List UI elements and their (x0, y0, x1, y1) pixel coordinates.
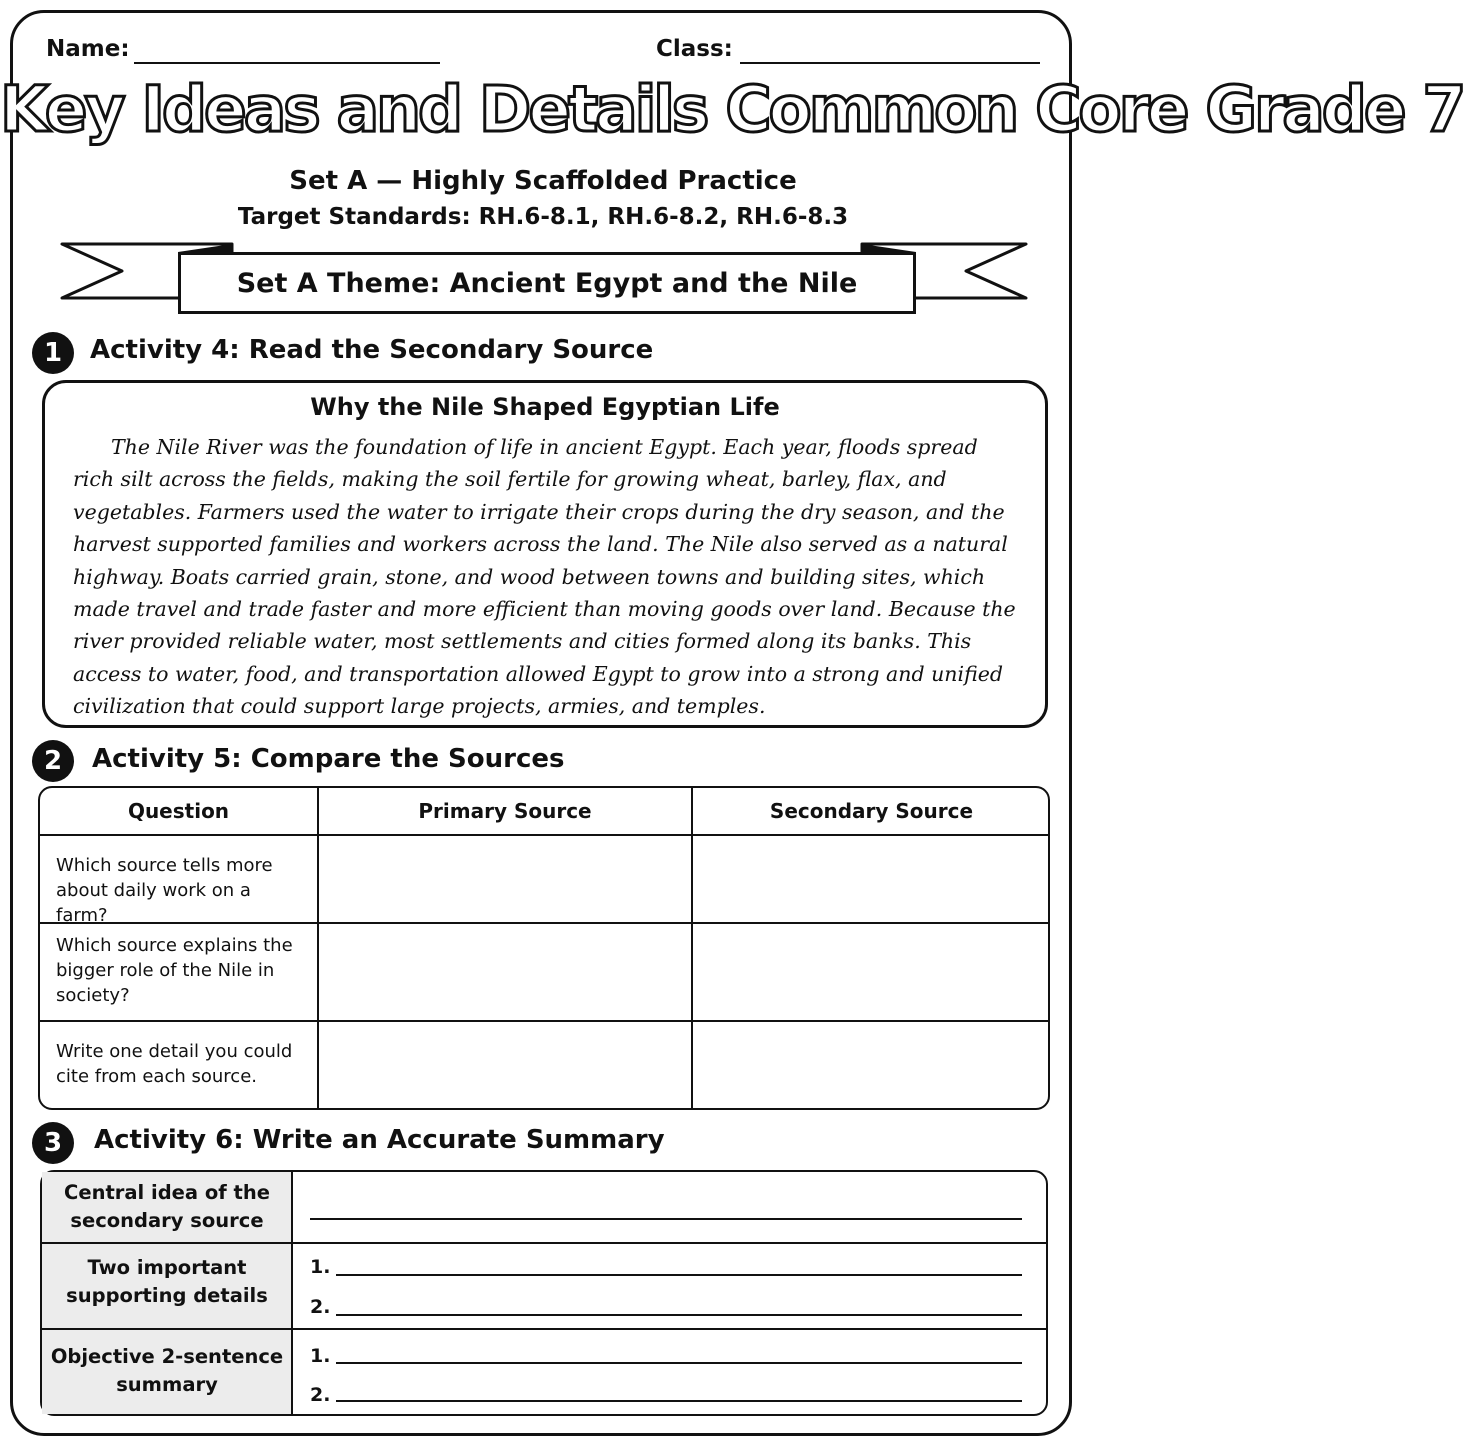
answer-cell-primary[interactable] (319, 836, 691, 922)
summary-row-label: Central idea of the secondary source (64, 1181, 270, 1232)
theme-banner-text: Set A Theme: Ancient Egypt and the Nile (236, 267, 858, 299)
target-standards: Target Standards: RH.6-8.1, RH.6-8.2, RH.6-8.3 (237, 204, 849, 230)
passage-title: Why the Nile Shaped Egyptian Life (310, 393, 780, 421)
item-number: 2. (310, 1384, 331, 1406)
class-field[interactable] (740, 62, 1040, 64)
summary-row-label: Two important supporting details (66, 1256, 268, 1307)
detail-1-write-line[interactable] (336, 1274, 1022, 1276)
detail-2-write-line[interactable] (336, 1314, 1022, 1316)
central-idea-write-line[interactable] (310, 1218, 1022, 1220)
item-number: 2. (310, 1296, 331, 1318)
item-number: 1. (310, 1345, 331, 1367)
answer-cell-secondary[interactable] (693, 836, 1050, 922)
answer-cell-secondary[interactable] (693, 1022, 1050, 1110)
page-title: Key Ideas and Details Common Core Grade 7 (0, 73, 1463, 146)
column-header-question: Question (127, 799, 230, 823)
summary-row-label: Objective 2-sentence summary (50, 1345, 284, 1396)
item-number: 1. (310, 1256, 331, 1278)
passage-text: The Nile River was the foundation of life in ancient Egypt. Each year, floods spread rich silt across the fields, making the soil fertile for growing wheat, barley, flax, and vegetables. Farmers used the water to irrigate their crops during the dry season, and the harvest supported families and workers across the land. The Nile also served as a natural highway. Boats carried grain, stone, and wood between towns and building sites, which made travel and trade faster and more efficient than moving goods over land. Because the river provided reliable water, most settlements and cities formed along its banks. This access to water, food, and transportation allowed Egypt to grow into a strong and unified civilization that could support large projects, armies, and temples. (73, 435, 1016, 719)
class-label: Class: (656, 36, 733, 62)
section-number-badge: 3 (32, 1122, 74, 1164)
name-field[interactable] (134, 62, 440, 64)
answer-cell-primary[interactable] (319, 924, 691, 1020)
question-cell: Write one detail you could cite from each source. (56, 1041, 293, 1087)
question-cell: Which source explains the bigger role of the Nile in society? (56, 935, 293, 1006)
reading-passage-box (42, 380, 1048, 728)
subtitle: Set A — Highly Scaffolded Practice (289, 166, 797, 196)
name-label: Name: (46, 36, 130, 62)
section-title-activity-6: Activity 6: Write an Accurate Summary (94, 1125, 665, 1155)
section-number-badge: 2 (32, 740, 74, 782)
summary-table (40, 1170, 1048, 1416)
summary-sentence-1-write-line[interactable] (336, 1362, 1022, 1364)
column-header-primary-source: Primary Source (418, 799, 592, 823)
section-title-activity-4: Activity 4: Read the Secondary Source (90, 335, 654, 365)
theme-banner (178, 252, 916, 314)
column-header-secondary-source: Secondary Source (769, 799, 974, 823)
section-title-activity-5: Activity 5: Compare the Sources (92, 744, 565, 774)
answer-cell-primary[interactable] (319, 1022, 691, 1110)
compare-sources-table (38, 786, 1050, 1110)
question-cell: Which source tells more about daily work on a farm? (56, 855, 273, 926)
answer-cell-secondary[interactable] (693, 924, 1050, 1020)
summary-sentence-2-write-line[interactable] (336, 1400, 1022, 1402)
section-number-badge: 1 (32, 332, 74, 374)
